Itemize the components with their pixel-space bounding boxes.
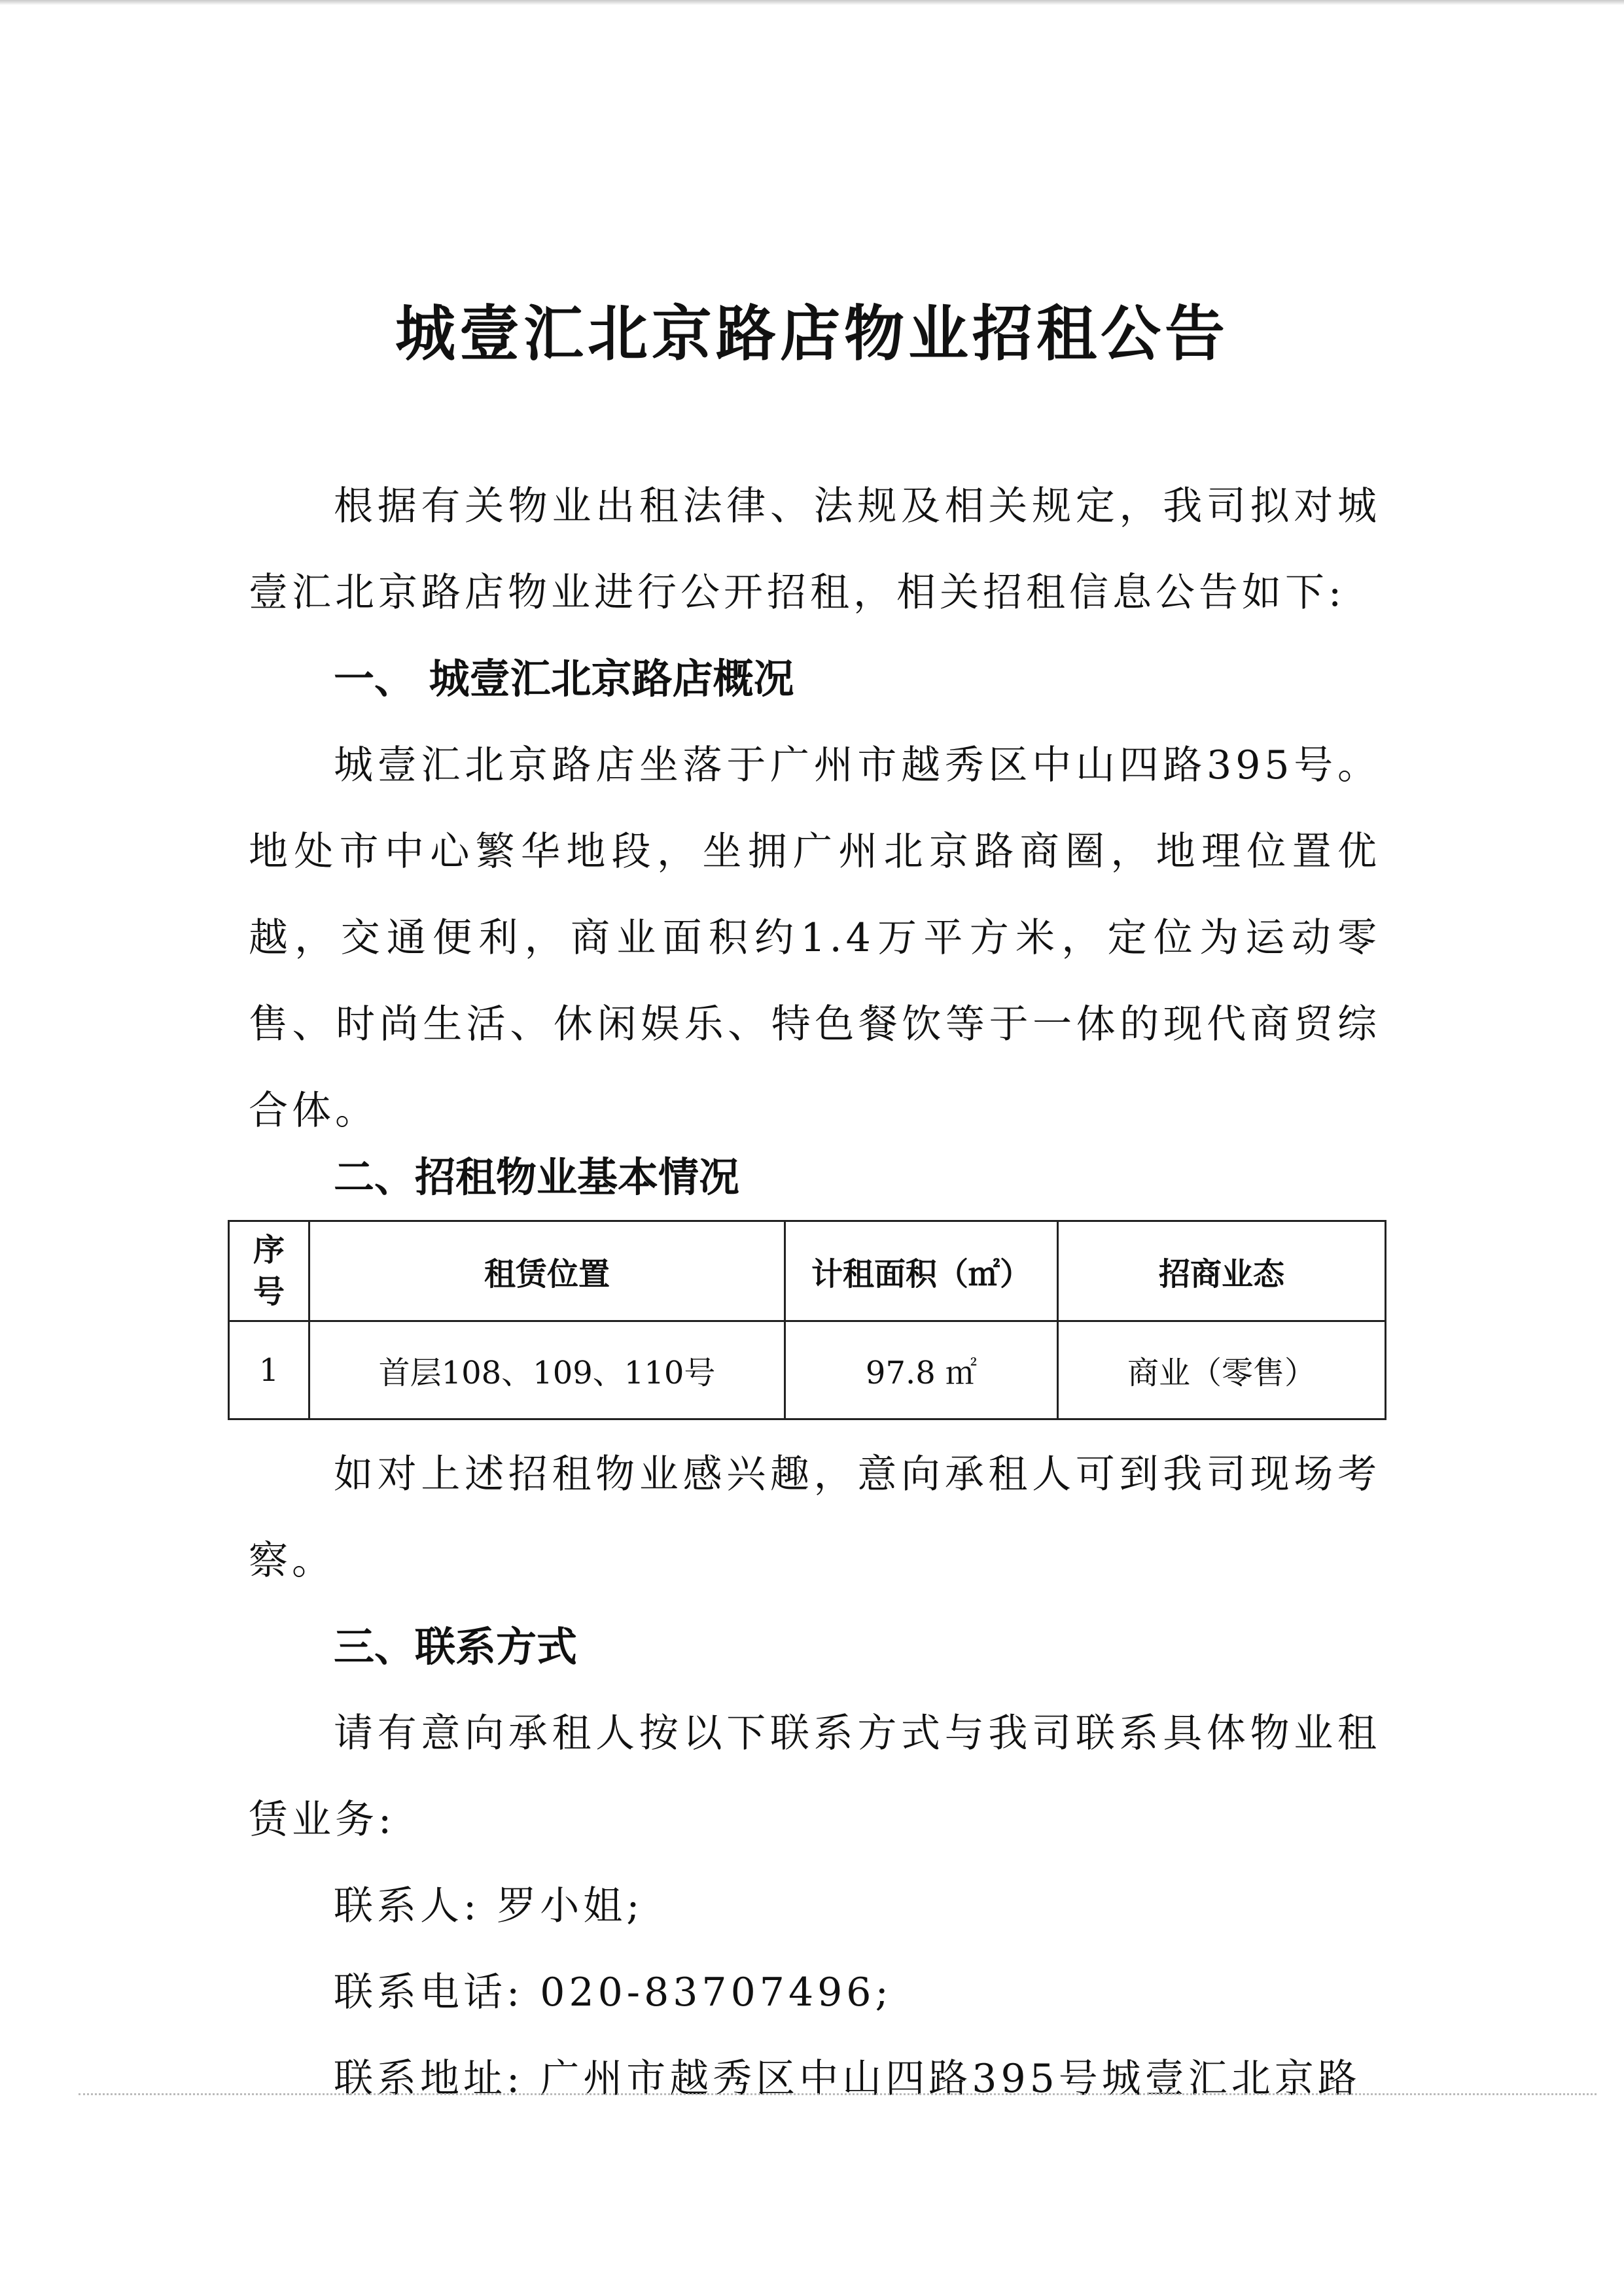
section-2-heading: 二、招租物业基本情况 xyxy=(334,1153,740,1201)
section-1-body: 城壹汇北京路店坐落于广州市越秀区中山四路395号。地处市中心繁华地段，坐拥广州北京路商圈，地理位置优越，交通便利，商业面积约1.4万平方米，定位为运动零售、时尚生活、休闲娱乐、特色餐饮等于一体的现代商贸综合体。 xyxy=(249,742,1381,1134)
contact-phone: 联系电话: 020-83707496; xyxy=(334,1970,892,2015)
document-title: 城壹汇北京路店物业招租公告 xyxy=(395,298,1229,369)
cell-index: 1 xyxy=(229,1321,309,1419)
table-row xyxy=(229,1321,1386,1419)
section-2-note: 如对上述招租物业感兴趣，意向承租人可到我司现场考察。 xyxy=(249,1452,1381,1584)
section-3-heading: 三、联系方式 xyxy=(334,1623,578,1671)
section-3-body: 请有意向承租人按以下联系方式与我司联系具体物业租赁业务: xyxy=(249,1711,1381,1843)
cell-location: 首层108、109、110号 xyxy=(309,1321,785,1419)
scan-edge-bottom xyxy=(79,2093,1597,2095)
header-area: 计租面积（㎡） xyxy=(785,1221,1058,1321)
header-business-type: 招商业态 xyxy=(1058,1221,1386,1321)
contact-person: 联系人: 罗小姐; xyxy=(334,1883,644,1929)
section-1-heading: 一、 城壹汇北京路店概况 xyxy=(334,655,794,703)
cell-business-type: 商业（零售） xyxy=(1058,1321,1386,1419)
intro-paragraph: 根据有关物业出租法律、法规及相关规定，我司拟对城壹汇北京路店物业进行公开招租，相关招租信息公告如下: xyxy=(249,483,1381,616)
rental-table xyxy=(228,1220,1386,1420)
cell-area: 97.8 ㎡ xyxy=(785,1321,1058,1419)
scan-edge-top xyxy=(0,0,1624,5)
header-location: 租赁位置 xyxy=(309,1221,785,1321)
header-index: 序号 xyxy=(229,1221,309,1321)
table-header-row xyxy=(229,1221,1386,1321)
contact-address: 联系地址: 广州市越秀区中山四路395号城壹汇北京路 xyxy=(334,2056,1361,2102)
